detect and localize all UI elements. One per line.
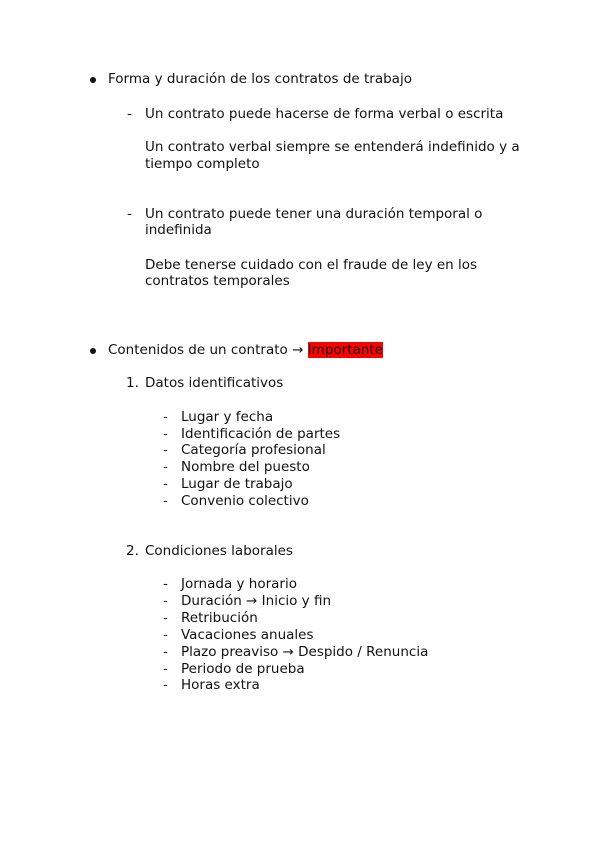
dash-marker: - bbox=[163, 576, 168, 592]
dash-marker: - bbox=[163, 459, 168, 475]
list-item: Convenio colectivo bbox=[181, 493, 309, 509]
bullet-dot bbox=[90, 348, 96, 354]
list-item: Lugar y fecha bbox=[181, 409, 274, 425]
list-item: Lugar de trabajo bbox=[181, 476, 293, 492]
section-title-forma: Forma y duración de los contratos de trabajo bbox=[108, 71, 412, 87]
section-title-text: Contenidos de un contrato → bbox=[108, 342, 304, 358]
list-item: Identificación de partes bbox=[181, 426, 341, 442]
dash-marker: - bbox=[163, 426, 168, 442]
note-contrato-verbal-1: Un contrato verbal siempre se entenderá indefinido y a bbox=[145, 139, 520, 155]
list2-title: Condiciones laborales bbox=[145, 543, 293, 559]
list-item: Nombre del puesto bbox=[181, 459, 310, 475]
dash-marker: - bbox=[163, 610, 168, 626]
dash-marker: - bbox=[163, 409, 168, 425]
dash-marker: - bbox=[163, 593, 168, 609]
list-item: Duración → Inicio y fin bbox=[181, 593, 332, 609]
dash-marker: - bbox=[163, 644, 168, 660]
important-highlight: Importante bbox=[307, 342, 383, 358]
list-item: Vacaciones anuales bbox=[181, 627, 314, 643]
item-duracion-1: Un contrato puede tener una duración temporal o bbox=[145, 206, 483, 222]
note-fraude-2: contratos temporales bbox=[145, 273, 290, 289]
note-contrato-verbal-2: tiempo completo bbox=[145, 156, 260, 172]
note-fraude-1: Debe tenerse cuidado con el fraude de ley en los bbox=[145, 257, 478, 273]
list1-title: Datos identificativos bbox=[145, 375, 284, 391]
list-item: Plazo preaviso → Despido / Renuncia bbox=[181, 644, 429, 660]
dash-marker: - bbox=[127, 106, 132, 122]
list-item: Periodo de prueba bbox=[181, 661, 305, 677]
item-contrato-verbal-escrita: Un contrato puede hacerse de forma verbal o escrita bbox=[145, 106, 504, 122]
section-title-contenidos bbox=[108, 342, 383, 358]
list1-number: 1. bbox=[126, 375, 139, 391]
list-item: Horas extra bbox=[181, 677, 260, 693]
dash-marker: - bbox=[163, 493, 168, 509]
list-item: Categoría profesional bbox=[181, 442, 326, 458]
dash-marker: - bbox=[163, 627, 168, 643]
dash-marker: - bbox=[127, 206, 132, 222]
list2-number: 2. bbox=[126, 543, 139, 559]
dash-marker: - bbox=[163, 476, 168, 492]
dash-marker: - bbox=[163, 442, 168, 458]
dash-marker: - bbox=[163, 661, 168, 677]
list-item: Retribución bbox=[181, 610, 258, 626]
item-duracion-2: indefinida bbox=[145, 222, 212, 238]
dash-marker: - bbox=[163, 677, 168, 693]
bullet-dot bbox=[90, 77, 96, 83]
list-item: Jornada y horario bbox=[181, 576, 297, 592]
